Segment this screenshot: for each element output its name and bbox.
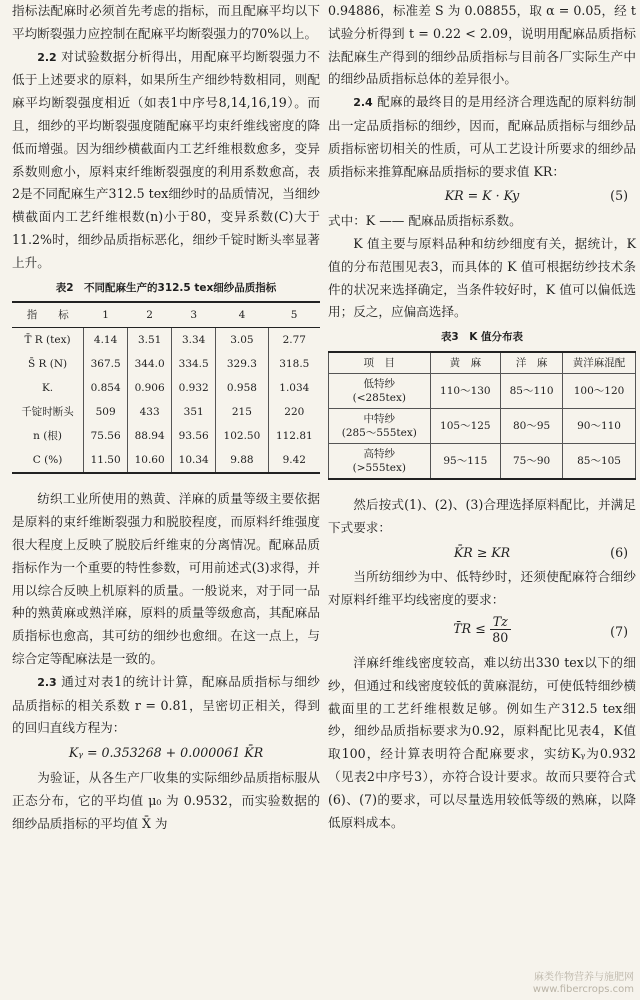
table-header: 黄 麻: [430, 352, 500, 374]
equation-body: KR = K · Ky: [444, 188, 520, 204]
paragraph-where: 式中：K —— 配麻品质指标系数。: [328, 213, 522, 229]
table-row: [12, 328, 320, 353]
regression-equation: Kᵧ = 0.353268 + 0.000061 K̄R: [68, 745, 264, 761]
table-cell: 0.958: [216, 376, 268, 400]
table-row: [12, 376, 320, 400]
watermark-line: 麻类作物营养与施肥网: [534, 972, 634, 983]
row-sublabel: (>555tex): [352, 461, 406, 474]
table-cell: 344.0: [128, 352, 172, 376]
section-number: 2.3: [37, 675, 57, 689]
table-cell: 102.50: [216, 424, 268, 448]
row-label: 高特纱: [363, 447, 396, 460]
section-text: 通过对表1的统计计算，配麻品质指标与细纱品质指标的相关系数 r = 0.81，呈密切正相关，得到的回归直线方程为：: [12, 673, 320, 736]
table-cell: 367.5: [84, 352, 128, 376]
spacer: [328, 480, 636, 494]
equation-lhs: T̄R ≤: [453, 621, 486, 637]
row-label: 低特纱: [363, 377, 396, 390]
paragraph-mid: 当所纺细纱为中、低特纱时，还须使配麻符合细纱对原料纤维平均线密度的要求：: [328, 569, 636, 608]
table-cell: 100～120: [563, 373, 636, 408]
table-header: 3: [172, 302, 216, 328]
equation-5: [328, 185, 636, 208]
row-sublabel: (285～555tex): [341, 426, 417, 439]
paragraph-k-value: K 值主要与原料品种和纺纱细度有关，据统计，K 值的分布范围见表3，而具体的 K 值可根据纺纱技术条件的状况来选择确定，当条件较好时，K 值可以偏低选用；反之，应偏高选择。: [328, 235, 636, 320]
table-cell: 4.14: [84, 328, 128, 353]
equation-7: [328, 614, 636, 650]
table-cell: 93.56: [172, 424, 216, 448]
table-3-caption: 表3 K 值分布表: [440, 331, 524, 344]
table-cell: 75～90: [501, 443, 563, 479]
table-2-caption: 表2 不同配麻生产的312.5 tex细纱品质指标: [55, 281, 277, 294]
table-cell: 220: [268, 400, 320, 424]
table-header: 洋 麻: [501, 352, 563, 374]
table-row: [12, 352, 320, 376]
table-cell: 88.94: [128, 424, 172, 448]
paragraph-then: 然后按式(1)、(2)、(3)合理选择原料配比，并满足下式要求：: [328, 496, 636, 535]
table-row: [329, 443, 636, 479]
table-cell: 0.854: [84, 376, 128, 400]
table-header: 项 目: [329, 352, 431, 374]
table-cell: 10.60: [128, 448, 172, 473]
equation-number: (5): [610, 188, 628, 204]
section-2-4: [328, 91, 636, 183]
table-cell: 10.34: [172, 448, 216, 473]
table-cell: 509: [84, 400, 128, 424]
right-column: [328, 0, 636, 834]
fraction-denominator: 80: [492, 629, 509, 645]
table-cell: 0.932: [172, 376, 216, 400]
table-cell: C (%): [32, 454, 63, 467]
paragraph-verify: 为验证，从各生产厂收集的实际细纱品质指标服从正态分布，它的平均值 μ₀ 为 0.9532，而实验数据的细纱品质指标的平均值 X̄ 为: [12, 769, 320, 831]
table-cell: 千锭时断头: [21, 406, 74, 419]
table-header: 黄洋麻混配: [563, 352, 636, 374]
table-cell: K.: [41, 382, 54, 395]
table-cell: [329, 373, 431, 408]
table-cell: 351: [172, 400, 216, 424]
table-header: 1: [84, 302, 128, 328]
table-cell: 329.3: [216, 352, 268, 376]
table-row: [12, 448, 320, 473]
table-cell: 105～125: [430, 408, 500, 443]
table-cell: 90～110: [563, 408, 636, 443]
fraction: [490, 614, 511, 645]
section-text: 对试验数据分析得出，用配麻平均断裂强力不低于上述要求的原料，如果所生产细纱特数相同，则配麻平均断裂强度相近（如表1中序号8,14,16,19）。而且，细纱的平均断裂强度随配麻平均束纤维线密度的降低而增强。因为细纱横截面内工艺纤维根数愈多，变异系数则愈小，原料束纤维断裂强度的利用系数愈高，表2是不同配麻生产312.5 tex细纱时的品质情况，当细纱横截面内工艺纤维根数(n)小于80，变异系数(C)大于11.2%时，细纱品质指标恶化，细纱千锭时断头率显著上升。: [12, 48, 320, 270]
table-cell: [329, 443, 431, 479]
equation-number: (7): [610, 623, 628, 639]
paragraph-intro: 指标法配麻时必须首先考虑的指标，而且配麻平均以下平均断裂强力应控制在配麻平均断裂强力的70%以上。: [12, 3, 320, 41]
table-cell: [329, 408, 431, 443]
section-number: 2.4: [353, 96, 373, 110]
table-cell: 3.51: [128, 328, 172, 353]
paragraph-continued: 0.94886，标准差 S 为 0.08855，取 α = 0.05，经 t 试验分析得到 t = 0.22 < 2.09，说明用配麻品质指标法配麻生产得到的细纱品质指标与目前各厂实际生产中的细纱品质指标总体的差异很小。: [328, 3, 636, 87]
section-number: 2.2: [37, 50, 57, 64]
table-cell: n (根): [33, 430, 62, 443]
table-cell: 433: [128, 400, 172, 424]
table-cell: 3.34: [172, 328, 216, 353]
section-2-2: [12, 46, 320, 275]
table-cell: 112.81: [268, 424, 320, 448]
equation-body: K̄R ≥ KR: [453, 544, 511, 560]
table-cell: 9.42: [268, 448, 320, 473]
table-header: 5: [268, 302, 320, 328]
table-header-row: [12, 302, 320, 328]
table-cell: 85～105: [563, 443, 636, 479]
table-3: [328, 351, 636, 480]
table-header: 指 标: [12, 302, 84, 328]
table-row: [12, 424, 320, 448]
table-cell: 11.50: [84, 448, 128, 473]
table-cell: 0.906: [128, 376, 172, 400]
paragraph-last: 洋麻纤维线密度较高，难以纺出330 tex以下的细纱，但通过和线密度较低的黄麻混纺，可使低特细纱横截面里的工艺纤维根数足够。例如生产312.5 tex细纱，细纱品质指标要求为0.92，原料配比见表4，K值取100，经计算表明符合配麻要求，实纺Kᵧ为0.932（见表2中序号3），亦符合设计要求。故而只要符合式(6)、(7)的要求，可以尽量选用较低等级的熟麻，以降低原料成本。: [328, 654, 636, 830]
section-text: 配麻的最终目的是用经济合理选配的原料纺制出一定品质指标的细纱，因而，配麻品质指标与细纱品质指标密切相关的性质，可从工艺设计所要求的细纱品质指标来推算配麻品质指标的要求值 KR：: [328, 94, 636, 179]
watermark: [533, 972, 634, 996]
table-cell: S̄ R (N): [27, 358, 68, 371]
equation-number: (6): [610, 544, 628, 560]
table-header-row: [329, 352, 636, 374]
table-row: [329, 408, 636, 443]
table-row: [12, 400, 320, 424]
spacer: [12, 474, 320, 488]
table-header: 2: [128, 302, 172, 328]
fraction-numerator: Tz: [490, 614, 511, 630]
table-cell: 110～130: [430, 373, 500, 408]
table-cell: T̄ R (tex): [24, 334, 71, 347]
row-label: 中特纱: [363, 412, 396, 425]
table-cell: 318.5: [268, 352, 320, 376]
row-sublabel: (<285tex): [352, 391, 406, 404]
table-cell: 1.034: [268, 376, 320, 400]
table-cell: 95～115: [430, 443, 500, 479]
table-cell: 9.88: [216, 448, 268, 473]
table-cell: 2.77: [268, 328, 320, 353]
paragraph-textile: 纺织工业所使用的熟黄、洋麻的质量等级主要依据是原料的束纤维断裂强力和脱胶程度，而原料纤维强度很大程度上反映了脱胶后纤维束的分离情况。配麻品质指标作为一个重要的特性参数，可用前述式(3)求得，并用以综合反映上机原料的质量。一般说来，对于同一品种的熟黄麻或熟洋麻，原料的质量等级愈高，其配麻品质指标也愈高，其可纺的细纱也愈细。在这一点上，与综合定等配麻法是一致的。: [12, 491, 320, 666]
table-cell: 80～95: [501, 408, 563, 443]
table-cell: 85～110: [501, 373, 563, 408]
watermark-line: www.fibercrops.com: [532, 984, 634, 995]
table-cell: 75.56: [84, 424, 128, 448]
left-column: [12, 0, 320, 835]
table-header: 4: [216, 302, 268, 328]
table-cell: 3.05: [216, 328, 268, 353]
section-2-3: [12, 671, 320, 740]
table-cell: 215: [216, 400, 268, 424]
table-2: [12, 301, 320, 474]
table-row: [329, 373, 636, 408]
table-cell: 334.5: [172, 352, 216, 376]
equation-6: [328, 542, 636, 565]
